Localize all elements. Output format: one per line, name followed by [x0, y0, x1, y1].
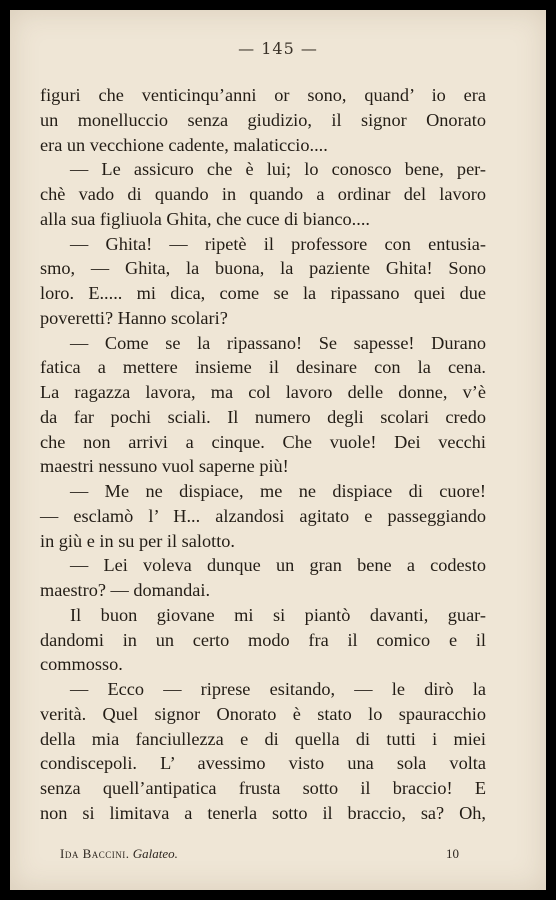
- text-line: che non arrivi a cinque. Che vuole! Dei vecchi: [40, 431, 486, 452]
- text-line: — Lei voleva dunque un gran bene a codesto: [70, 555, 486, 576]
- text-line: smo, — Ghita, la buona, la paziente Ghita! Sono: [40, 258, 486, 279]
- text-line: figuri che venticinqu’anni or sono, quand’ io era: [40, 85, 486, 105]
- book-page: [10, 10, 546, 890]
- text-line: — Ecco — riprese esitando, — le dirò la: [70, 679, 486, 699]
- body-text: [40, 83, 486, 826]
- text-line: verità. Quel signor Onorato è stato lo spauracchio: [40, 703, 486, 724]
- text-line: fatica a mettere insieme il desinare con la cena.: [40, 357, 486, 378]
- text-line: La ragazza lavora, ma col lavoro delle donne, v’è: [40, 382, 486, 402]
- text-line: — Le assicuro che è lui; lo conosco bene, per-: [70, 159, 486, 180]
- text-line: da far pochi sciali. Il numero degli scolari credo: [40, 406, 486, 427]
- text-line: dandomi in un certo modo fra il comico e il: [40, 629, 486, 650]
- page-number: — 145 —: [238, 39, 318, 58]
- text-line: — esclamò l’ H... alzandosi agitato e passeggiando: [40, 505, 486, 526]
- footer-title: Galateo.: [132, 846, 178, 861]
- text-line: non si limitava a tenerla sotto il braccio, sa? Oh,: [40, 802, 486, 823]
- text-line: della mia fanciullezza e di quella di tutti i miei: [40, 728, 486, 749]
- text-line: alla sua figliuola Ghita, che cuce di bianco....: [40, 208, 370, 229]
- text-line: Il buon giovane mi si piantò davanti, guar-: [70, 604, 486, 625]
- text-line: — Ghita! — ripetè il professore con entusia-: [70, 233, 486, 254]
- text-line: un monelluccio senza giudizio, il signor Onorato: [40, 109, 486, 130]
- footer-author: Ida Baccini.: [60, 846, 130, 861]
- page-footer: [60, 846, 460, 862]
- signature-mark: 10: [446, 846, 459, 861]
- text-line: maestro? — domandai.: [40, 580, 211, 600]
- text-line: commosso.: [40, 654, 123, 675]
- text-line: maestri nessuno vuol saperne più!: [40, 456, 289, 477]
- text-line: era un vecchione cadente, malaticcio....: [40, 134, 328, 155]
- text-line: poveretti? Hanno scolari?: [40, 307, 228, 328]
- text-line: chè vado di quando in quando a ordinar del lavoro: [40, 184, 486, 204]
- text-line: in giù e in su per il salotto.: [40, 530, 235, 551]
- text-line: — Me ne dispiace, me ne dispiace di cuore!: [70, 481, 486, 501]
- text-line: loro. E..... mi dica, come se la ripassano quei due: [40, 283, 486, 303]
- text-line: condiscepoli. L’ avessimo visto una sola volta: [40, 753, 486, 774]
- text-line: senza quell’antipatica frusta sotto il braccio! E: [40, 778, 486, 798]
- text-line: — Come se la ripassano! Se sapesse! Durano: [70, 332, 486, 353]
